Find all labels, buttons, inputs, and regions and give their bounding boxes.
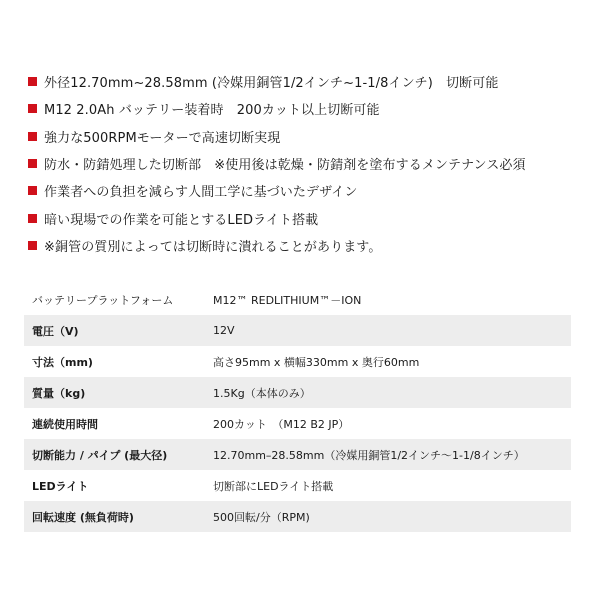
spec-row-rotation-speed (24, 501, 571, 532)
spec-value: 200カット （M12 B2 JP） (213, 417, 350, 431)
spec-label: 連続使用時間 (32, 417, 98, 431)
spec-value: M12™ REDLITHIUM™－ION (213, 293, 362, 307)
spec-row-voltage (24, 315, 571, 346)
spec-label: 電圧（V) (32, 324, 79, 338)
spec-label: 寸法（mm) (32, 355, 93, 369)
bullet-icon (28, 132, 37, 141)
spec-value: 12V (213, 324, 235, 337)
feature-item (28, 150, 588, 177)
bullet-icon (28, 186, 37, 195)
spec-row-continuous-use (24, 408, 571, 439)
spec-value: 高さ95mm x 横幅330mm x 奥行60mm (213, 355, 420, 369)
bullet-icon (28, 77, 37, 86)
spec-table (24, 284, 571, 532)
spec-label: バッテリープラットフォーム (32, 293, 174, 307)
spec-row-dimensions (24, 346, 571, 377)
spec-label: 切断能力 / パイプ (最大径) (32, 448, 168, 462)
spec-row-cutting-capacity (24, 439, 571, 470)
feature-item (28, 95, 588, 122)
bullet-icon (28, 159, 37, 168)
feature-item (28, 123, 588, 150)
bullet-icon (28, 104, 37, 113)
feature-list (28, 68, 588, 259)
feature-text: ※銅管の質別によっては切断時に潰れることがあります。 (44, 239, 382, 255)
feature-text: 外径12.70mm~28.58mm (冷媒用銅管1/2インチ~1-1/8インチ) 切断可能 (44, 76, 499, 92)
spec-value: 500回転/分（RPM) (213, 510, 310, 524)
bullet-icon (28, 241, 37, 250)
feature-item (28, 68, 588, 95)
bullet-icon (28, 214, 37, 223)
spec-row-weight (24, 377, 571, 408)
spec-row-battery-platform (24, 284, 571, 315)
spec-value: 1.5Kg（本体のみ） (213, 386, 311, 400)
feature-text: 暗い現場での作業を可能とするLEDライト搭載 (44, 212, 319, 228)
spec-row-led-light (24, 470, 571, 501)
spec-label: 質量（kg) (32, 386, 86, 400)
feature-item (28, 204, 588, 231)
spec-label: LEDライト (32, 479, 89, 493)
spec-value: 12.70mm–28.58mm（冷媒用銅管1/2インチ〜1-1/8インチ） (213, 448, 525, 462)
feature-text: 作業者への負担を減らす人間工学に基づいたデザイン (44, 185, 358, 201)
spec-label: 回転速度 (無負荷時) (32, 510, 134, 524)
feature-item (28, 177, 588, 204)
feature-text: M12 2.0Ah バッテリー装着時 200カット以上切断可能 (44, 103, 380, 119)
spec-value: 切断部にLEDライト搭載 (213, 479, 334, 493)
feature-text: 防水・防錆処理した切断部 ※使用後は乾燥・防錆剤を塗布するメンテナンス必須 (44, 158, 526, 174)
feature-item (28, 232, 588, 259)
feature-text: 強力な500RPMモーターで高速切断実現 (44, 130, 281, 146)
